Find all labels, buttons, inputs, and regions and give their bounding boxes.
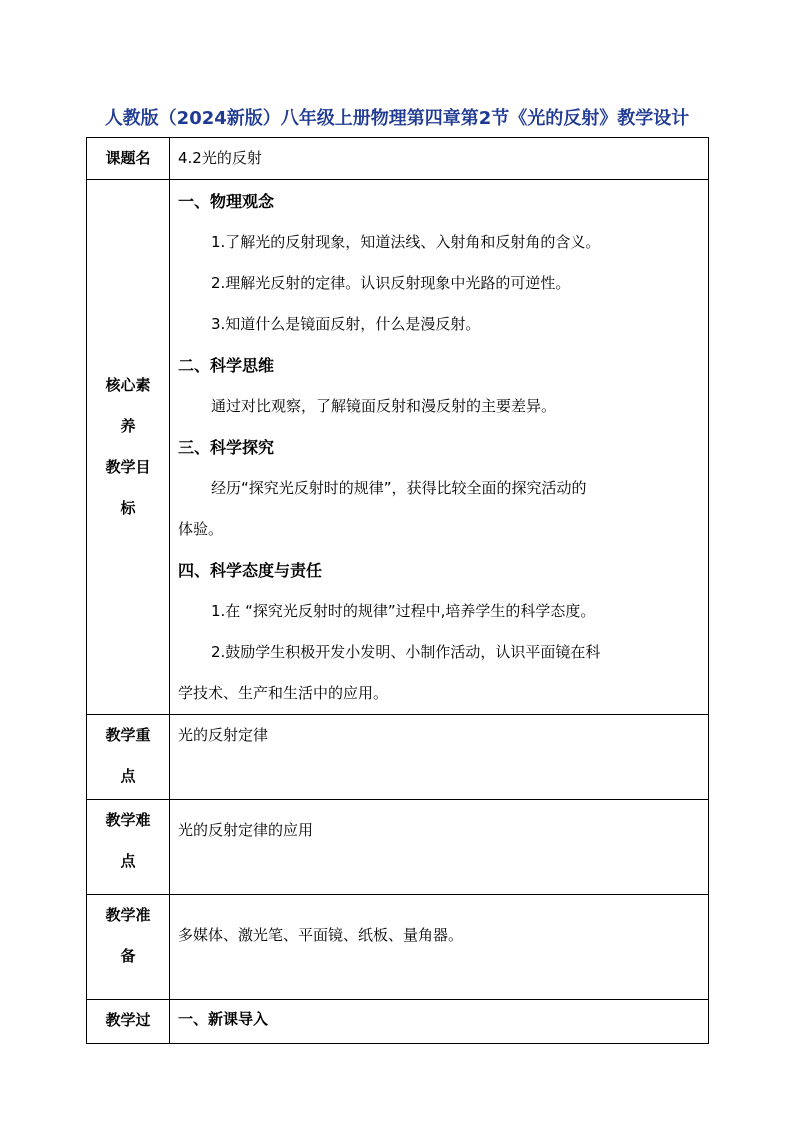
key-points-row <box>87 715 709 800</box>
process-value: 一、新课导入 <box>170 1000 709 1044</box>
section-heading-scientific-inquiry: 三、科学探究 <box>178 438 275 457</box>
core-literacy-content <box>170 180 709 715</box>
list-item-continuation: 体验。 <box>178 520 224 538</box>
list-item: 2.理解光反射的定律。认识反射现象中光路的可逆性。 <box>211 274 571 292</box>
difficulties-value: 光的反射定律的应用 <box>170 800 709 895</box>
list-item-continuation: 学技术、生产和生活中的应用。 <box>178 684 389 702</box>
list-item: 2.鼓励学生积极开发小发明、小制作活动，认识平面镜在科 <box>211 643 601 661</box>
prep-label-line-1: 教学准 <box>105 906 151 924</box>
list-item: 1.了解光的反射现象，知道法线、入射角和反射角的含义。 <box>211 233 601 251</box>
difficulties-label <box>87 800 170 895</box>
topic-label: 课题名 <box>87 138 170 180</box>
list-item: 1.在 “探究光反射时的规律”过程中,培养学生的科学态度。 <box>211 602 596 620</box>
key-points-label <box>87 715 170 800</box>
section-heading-scientific-thinking: 二、科学思维 <box>178 356 275 375</box>
key-label-line-1: 教学重 <box>105 726 151 744</box>
prep-label-line-2: 备 <box>120 947 136 965</box>
core-label-line-2: 养 <box>120 417 136 435</box>
topic-row <box>87 138 709 180</box>
diff-label-line-1: 教学难 <box>105 811 151 829</box>
difficulties-row <box>87 800 709 895</box>
diff-label-line-2: 点 <box>120 852 136 870</box>
key-points-value: 光的反射定律 <box>170 715 709 800</box>
list-item: 经历“探究光反射时的规律”，获得比较全面的探究活动的 <box>211 479 587 497</box>
core-label-line-3: 教学目 <box>105 458 151 476</box>
section-heading-physics-concepts: 一、物理观念 <box>178 192 275 211</box>
list-item: 3.知道什么是镜面反射，什么是漫反射。 <box>211 315 481 333</box>
core-literacy-label <box>87 180 170 715</box>
process-label: 教学过 <box>87 1000 170 1044</box>
lesson-plan-table <box>86 137 709 1044</box>
preparation-value: 多媒体、激光笔、平面镜、纸板、量角器。 <box>170 895 709 1000</box>
core-label-line-1: 核心素 <box>105 376 151 394</box>
core-literacy-row <box>87 180 709 715</box>
core-label-line-4: 标 <box>120 499 136 517</box>
preparation-label <box>87 895 170 1000</box>
preparation-row <box>87 895 709 1000</box>
process-row <box>87 1000 709 1044</box>
document-title: 人教版（2024新版）八年级上册物理第四章第2节《光的反射》教学设计 <box>104 108 690 129</box>
key-label-line-2: 点 <box>120 767 136 785</box>
topic-value: 4.2光的反射 <box>170 138 709 180</box>
list-item: 通过对比观察，了解镜面反射和漫反射的主要差异。 <box>211 397 557 415</box>
section-heading-attitude-responsibility: 四、科学态度与责任 <box>178 561 323 580</box>
